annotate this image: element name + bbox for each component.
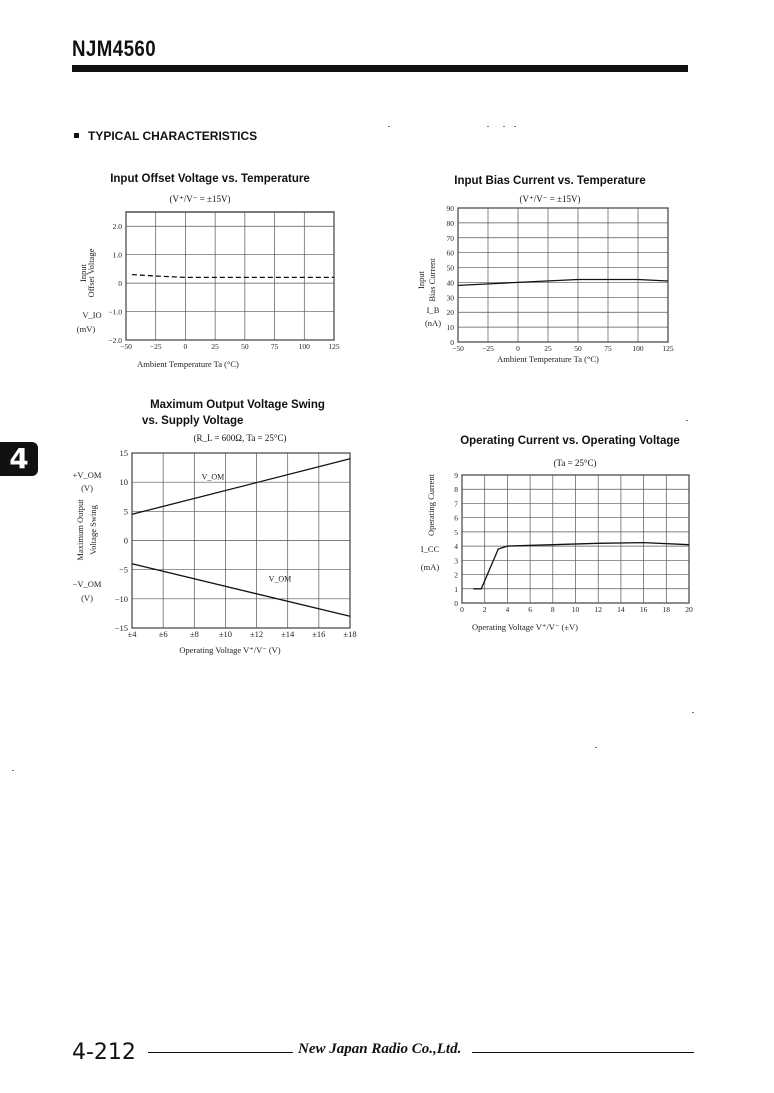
y-tick-label: 90 bbox=[446, 204, 454, 213]
series-line bbox=[132, 459, 350, 515]
y-axis-label: Input bbox=[78, 264, 88, 282]
y-tick-label: 4 bbox=[454, 542, 458, 552]
chart-condition: (V⁺/V⁻ = ±15V) bbox=[519, 194, 581, 204]
x-tick-label: 0 bbox=[516, 344, 520, 353]
x-tick-label: 50 bbox=[574, 344, 582, 353]
chart-offset-voltage bbox=[60, 170, 360, 380]
chart-title: Input Offset Voltage vs. Temperature bbox=[110, 173, 310, 185]
y-tick-label: 9 bbox=[454, 471, 458, 480]
y-tick-label: 0 bbox=[118, 279, 122, 289]
x-tick-label: 2 bbox=[482, 605, 487, 614]
y-tick-label: 10 bbox=[119, 477, 128, 488]
x-tick-label: 10 bbox=[571, 605, 580, 614]
x-axis-label: Operating Voltage V⁺/V⁻ (V) bbox=[179, 645, 281, 655]
y-tick-label: 60 bbox=[446, 248, 454, 258]
company-name: New Japan Radio Co.,Ltd. bbox=[298, 1041, 462, 1057]
y-tick-label: 15 bbox=[119, 448, 128, 458]
x-tick-label: 16 bbox=[639, 605, 648, 614]
x-tick-label: 25 bbox=[544, 344, 552, 353]
chart-output-swing bbox=[60, 395, 370, 670]
y-axis-label: I_B bbox=[426, 305, 440, 315]
y-tick-label: 20 bbox=[446, 308, 454, 318]
x-tick-label: ±14 bbox=[281, 629, 295, 639]
y-tick-label: 10 bbox=[446, 323, 454, 333]
x-tick-label: 25 bbox=[211, 342, 219, 351]
x-tick-label: ±18 bbox=[343, 629, 357, 639]
y-axis-label: Offset Voltage bbox=[86, 248, 96, 298]
y-axis-label: +V_OM bbox=[72, 470, 102, 480]
x-axis-label: Ambient Temperature Ta (°C) bbox=[137, 359, 239, 369]
page-number: 4-212 bbox=[72, 1040, 136, 1065]
chart-bias-current bbox=[400, 170, 700, 380]
footer-rule-right bbox=[472, 1052, 694, 1053]
y-axis-label: V_IO bbox=[82, 310, 102, 320]
scan-speck bbox=[686, 420, 688, 421]
y-tick-label: 2 bbox=[454, 570, 458, 580]
series-label: V_OM bbox=[268, 574, 292, 584]
chart-output-swing-svg bbox=[60, 395, 370, 670]
y-tick-label: 3 bbox=[454, 556, 458, 566]
x-tick-label: ±12 bbox=[249, 629, 264, 639]
y-tick-label: 50 bbox=[446, 263, 454, 273]
y-tick-label: 1 bbox=[454, 584, 458, 594]
x-tick-label: 8 bbox=[550, 605, 555, 614]
y-tick-label: 70 bbox=[446, 233, 454, 243]
x-tick-label: ±10 bbox=[218, 629, 233, 639]
scan-speck bbox=[388, 126, 390, 127]
x-tick-label: 75 bbox=[270, 342, 279, 351]
y-tick-label: 1.0 bbox=[112, 250, 122, 260]
y-axis-label: (mV) bbox=[76, 324, 96, 334]
y-axis-label: Voltage Swing bbox=[88, 505, 98, 555]
x-tick-label: 0 bbox=[460, 605, 464, 614]
x-tick-label: 0 bbox=[183, 342, 188, 351]
x-tick-label: ±8 bbox=[189, 629, 199, 639]
y-tick-label: 5 bbox=[123, 506, 128, 517]
chart-operating-current-svg bbox=[405, 430, 705, 640]
x-tick-label: ±16 bbox=[312, 629, 326, 639]
x-tick-label: ±4 bbox=[127, 629, 137, 639]
chart-title-line-1: Maximum Output Voltage Swing bbox=[150, 399, 325, 411]
y-axis-label: Operating Current bbox=[426, 473, 436, 537]
y-axis-label: (V) bbox=[81, 483, 93, 493]
x-tick-label: 18 bbox=[662, 605, 671, 614]
x-tick-label: 125 bbox=[662, 344, 674, 353]
y-tick-label: 0 bbox=[454, 599, 458, 608]
x-tick-label: −25 bbox=[149, 342, 162, 351]
scan-speck bbox=[487, 126, 489, 127]
y-tick-label: 0 bbox=[450, 338, 454, 347]
x-tick-label: 12 bbox=[594, 605, 602, 614]
y-tick-label: 40 bbox=[446, 278, 454, 288]
scan-speck bbox=[595, 747, 597, 748]
y-axis-label: (nA) bbox=[424, 318, 442, 328]
y-axis-label: Maximum Output bbox=[75, 499, 85, 561]
chart-bias-current-svg bbox=[400, 170, 700, 380]
chart-title-line-2: vs. Supply Voltage bbox=[142, 415, 244, 427]
chart-title: Input Bias Current vs. Temperature bbox=[454, 175, 646, 187]
title-rule bbox=[72, 65, 688, 72]
chart-condition: (R_L = 600Ω, Ta = 25°C) bbox=[193, 433, 287, 443]
y-tick-label: 0 bbox=[123, 535, 128, 546]
scan-speck bbox=[12, 770, 14, 771]
y-axis-label: (mA) bbox=[420, 562, 440, 572]
x-tick-label: 75 bbox=[604, 344, 612, 353]
x-tick-label: −50 bbox=[120, 342, 132, 351]
y-tick-label: −15 bbox=[114, 623, 128, 633]
x-tick-label: 100 bbox=[632, 344, 644, 353]
x-tick-label: 4 bbox=[505, 605, 510, 614]
y-tick-label: −10 bbox=[114, 593, 128, 604]
y-axis-label: Input bbox=[416, 271, 426, 289]
x-tick-label: −50 bbox=[452, 344, 464, 353]
chart-operating-current bbox=[405, 430, 705, 640]
document-title: NJM4560 bbox=[72, 36, 157, 61]
plot-frame bbox=[458, 208, 668, 342]
y-axis-label: Bias Current bbox=[427, 258, 437, 302]
y-tick-label: −5 bbox=[118, 564, 128, 575]
footer-rule-left bbox=[148, 1052, 293, 1053]
x-axis-label: Ambient Temperature Ta (°C) bbox=[497, 354, 599, 364]
x-tick-label: 6 bbox=[528, 605, 532, 614]
y-tick-label: 6 bbox=[454, 513, 458, 523]
section-bullet-icon bbox=[74, 133, 79, 138]
scan-speck bbox=[514, 126, 516, 127]
y-axis-label: I_CC bbox=[420, 544, 440, 554]
x-tick-label: 100 bbox=[298, 342, 310, 351]
y-tick-label: 7 bbox=[454, 499, 458, 509]
y-axis-label: (V) bbox=[81, 593, 93, 603]
y-tick-label: −2.0 bbox=[108, 336, 122, 345]
x-tick-label: 50 bbox=[241, 342, 249, 351]
scan-speck bbox=[503, 126, 505, 127]
x-tick-label: −25 bbox=[482, 344, 494, 353]
y-tick-label: 8 bbox=[454, 485, 458, 495]
chart-title: Operating Current vs. Operating Voltage bbox=[460, 435, 680, 447]
chart-condition: (V⁺/V⁻ = ±15V) bbox=[169, 194, 231, 204]
chart-offset-voltage-svg bbox=[60, 170, 360, 380]
section-heading: TYPICAL CHARACTERISTICS bbox=[88, 129, 258, 143]
series-line bbox=[132, 564, 350, 617]
x-tick-label: 14 bbox=[617, 605, 625, 614]
y-tick-label: 30 bbox=[446, 293, 454, 303]
series-line bbox=[132, 275, 334, 278]
series-line bbox=[473, 543, 689, 589]
y-tick-label: −1.0 bbox=[108, 307, 122, 317]
y-tick-label: 5 bbox=[454, 527, 458, 537]
x-tick-label: 125 bbox=[328, 342, 340, 351]
series-label: V_OM bbox=[201, 472, 225, 482]
y-axis-label: −V_OM bbox=[72, 579, 102, 589]
chapter-tab: 4 bbox=[0, 442, 38, 476]
x-tick-label: ±6 bbox=[158, 629, 168, 639]
x-tick-label: 20 bbox=[685, 605, 693, 614]
chart-condition: (Ta = 25°C) bbox=[553, 458, 597, 468]
x-axis-label: Operating Voltage V⁺/V⁻ (±V) bbox=[472, 622, 578, 632]
y-tick-label: 2.0 bbox=[112, 222, 122, 232]
scan-speck bbox=[692, 712, 694, 713]
y-tick-label: 80 bbox=[446, 218, 454, 228]
